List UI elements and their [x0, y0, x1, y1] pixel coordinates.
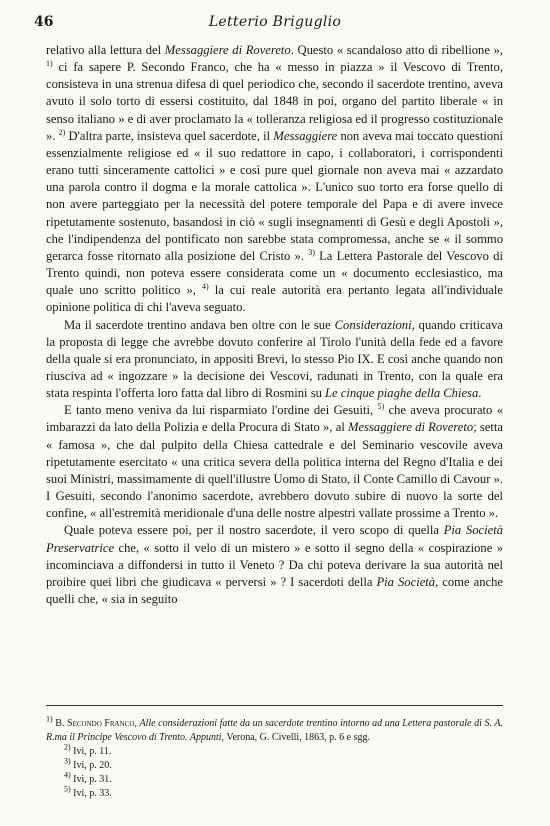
footnote-separator [46, 705, 503, 706]
footnote: $^{1)}$ B. Secondo Franco, Alle considerazioni fatte da un sacerdote trentino intorno ad una Lettera pastorale di S. A. R.ma il Principe Vescovo di Trento. Appunti, Verona, G. Civelli, 1863, p. 6 e sgg. [46, 714, 504, 743]
paragraph: Quale poteva essere poi, per il nostro sacerdote, il vero scopo di quella Pia Società Preservatrice che, « sotto il velo di un mistero » e sotto il segno della « cospirazione » incominciava a diffondersi in tutto il Veneto ? Da chi poteva derivare la sua autorità nel proibire quei libri che giudicava « perversi » ? I sacerdoti della Pia Società, come anche quelli che, « sia in seguito [46, 523, 503, 606]
paragraph: E tanto meno veniva da lui risparmiato l'ordine dei Gesuiti, $^{5)}$ che aveva procurato « imbarazzi da lato della Polizia e della Procura di Stato », al Messaggiere di Rovereto; setta « famosa », che dal pulpito della Chiesa cattedrale e del Seminario vescovile aveva ripetutamente esercitato « una critica severa della politica interna del Regno d'Italia e dei suoi Ministri, massimamente di quell'illustre Uomo di Stato, il Conte Camillo di Cavour ». I Gesuiti, secondo l'anonimo sacerdote, avrebbero dovuto subire di nuovo la sorte del confine, « all'estremità meridionale d'una delle nostre alpestri vallate prossime a Trento ». [46, 402, 504, 521]
paragraph: Ma il sacerdote trentino andava ben oltre con le sue Considerazioni, quando criticava la proposta di legge che avrebbe dovuto conferire al Tirolo l'unità della fede ed a favore della quale si era pronunciato, in appositi Brevi, lo stesso Pio IX. E così anche quando non riusciva ad « ingozzare » la decisione dei Vescovi, radunati in Trento, con la quale era stata respinta l'offerta loro fatta dal libro di Rosmini su Le cinque piaghe della Chiesa. [46, 317, 504, 401]
running-head: Letterio Briguglio [208, 14, 342, 30]
page-number: 46 [34, 14, 54, 30]
page-header [34, 14, 516, 34]
footnotes [46, 714, 504, 801]
paragraph: relativo alla lettura del Messaggiere di Rovereto. Questo « scandaloso atto di ribellione », $^{1)}$ ci fa sapere P. Secondo Franco, che ha « messo in piazza » il Vescovo di Trento, consisteva in una strenua difesa di quel periodico che, secondo il sacerdote trentino, aveva avuto il solo torto di essersi costituito, dal 1848 in poi, organo del partito liberale « in senso italiano » e di aver proclamato la « tolleranza religiosa ed il progresso costituzionale ». $^{2)}$ D'altra parte, insisteva quel sacerdote, il Messaggiere non aveva mai toccato questioni essenzialmente religiose ed « il suo redattore in capo, i collaboratori, i corrispondenti erano tutti sinceramente cattolici » e così pure quel giornale non aveva mai « azzardato una parola contro il dogma e la morale cattolica ». L'unico suo torto era forse quello di non avere parteggiato per la necessità del potere temporale del Papa e di avere invece ripetutamente sostenuto, basandosi in ciò « sugli insegnamenti di Gesù e degli Apostoli », che l'indipendenza del pontificato non sarebbe stata compromessa, anche se « il sommo gerarca fosse ritornato alla posizione del Cristo ». $^{3)}$ La Lettera Pastorale del Vescovo di Trento quindi, non poteva essere considerata come un « documento ecclesiastico, ma quale uno scritto politico », $^{4)}$ la cui reale autorità era pertanto legata all'individuale opinione politica di chi l'aveva seguato. [46, 43, 504, 315]
footnote: $^{2)}$ Ivi, p. 11. [64, 742, 112, 757]
body-text [46, 42, 503, 608]
footnote: $^{5)}$ Ivi, p. 33. [64, 784, 112, 799]
footnote: $^{4)}$ Ivi, p. 31. [64, 770, 112, 785]
footnote: $^{3)}$ Ivi, p. 20. [64, 756, 112, 771]
